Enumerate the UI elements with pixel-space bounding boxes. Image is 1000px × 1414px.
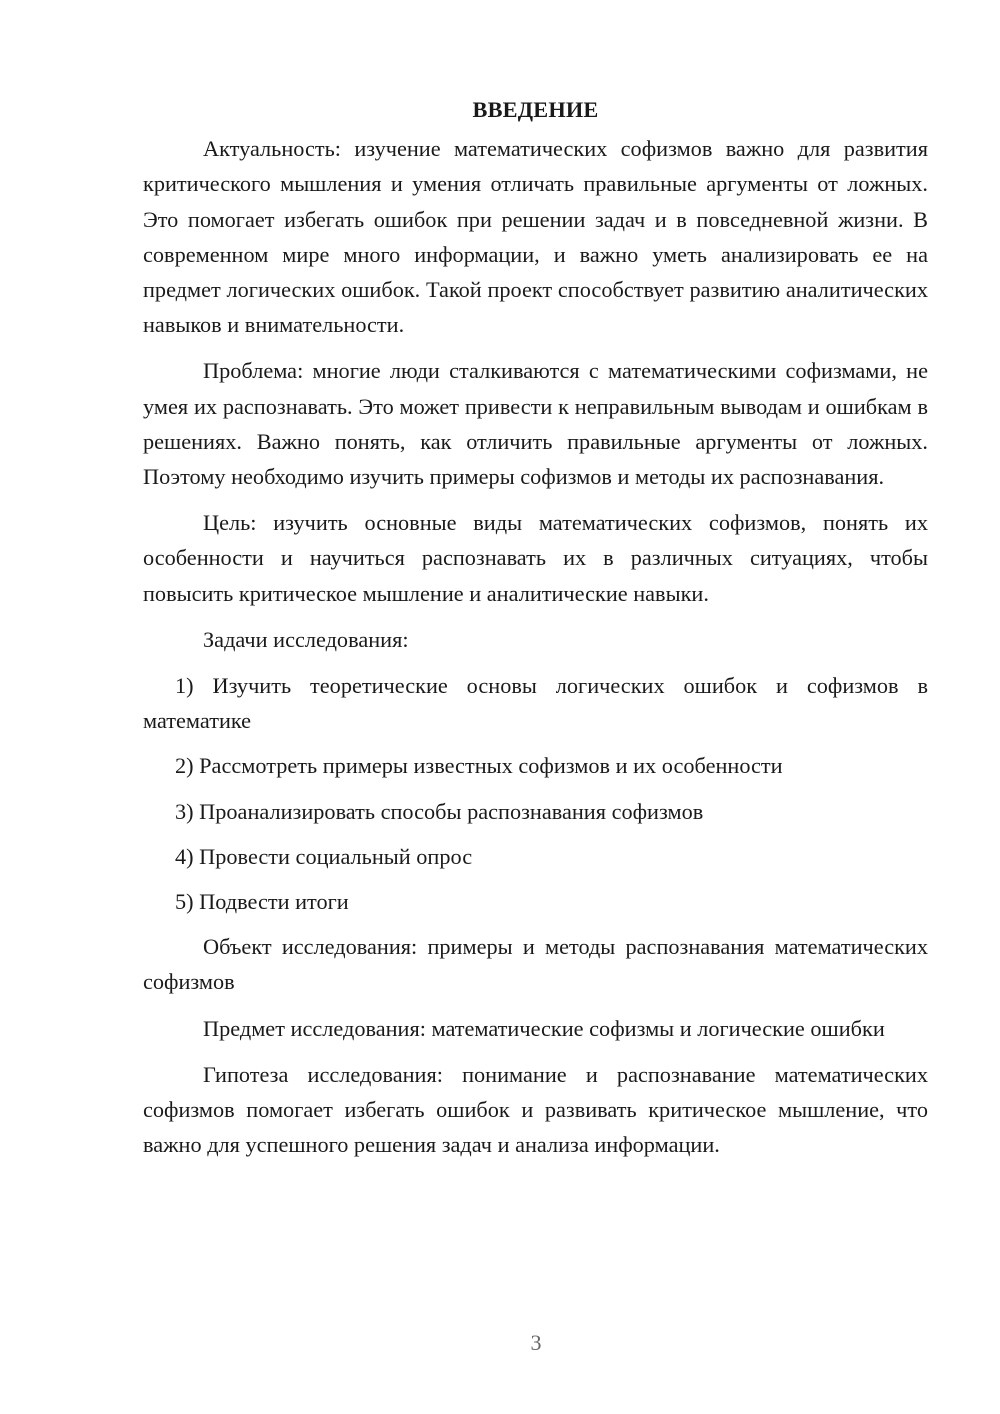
problem-paragraph: Проблема: многие люди сталкиваются с математическими софизмами, не умея их распознавать. Это может привести к неправильным выводам и ошибкам в решениях. Важно понять, как отличить правильные аргументы от ложных. Поэтому необходимо изучить примеры софизмов и методы их распознавания. <box>143 358 928 490</box>
task-item: 3) Проанализировать способы распознавания софизмов <box>175 798 704 824</box>
task-item: 1) Изучить теоретические основы логических ошибок и софизмов в математике <box>143 673 928 734</box>
task-item: 2) Рассмотреть примеры известных софизмов и их особенности <box>175 753 783 779</box>
section-title: ВВЕДЕНИЕ <box>472 97 599 122</box>
task-item: 4) Провести социальный опрос <box>175 843 473 869</box>
relevance-paragraph: Актуальность: изучение математических софизмов важно для развития критического мышления и умения отличать правильные аргументы от ложных. Это помогает избегать ошибок при решении задач и в повседневной жизни. В современном мире много информации, и важно уметь анализировать ее на предмет логических ошибок. Такой проект способствует развитию аналитических навыков и внимательности. <box>143 136 928 338</box>
goal-paragraph: Цель: изучить основные виды математических софизмов, понять их особенности и научиться распознавать их в различных ситуациях, чтобы повысить критическое мышление и аналитические навыки. <box>143 510 928 606</box>
object-paragraph: Объект исследования: примеры и методы распознавания математических софизмов <box>143 934 928 995</box>
hypothesis-paragraph: Гипотеза исследования: понимание и распознавание математических софизмов помогает избегать ошибок и развивать критическое мышление, что важно для успешного решения задач и анализа информации. <box>143 1061 928 1158</box>
page-content <box>143 92 928 1173</box>
task-item: 5) Подвести итоги <box>175 889 349 915</box>
subject-paragraph: Предмет исследования: математические софизмы и логические ошибки <box>203 1015 885 1041</box>
page-number: 3 <box>530 1330 542 1355</box>
tasks-heading: Задачи исследования: <box>203 626 409 652</box>
